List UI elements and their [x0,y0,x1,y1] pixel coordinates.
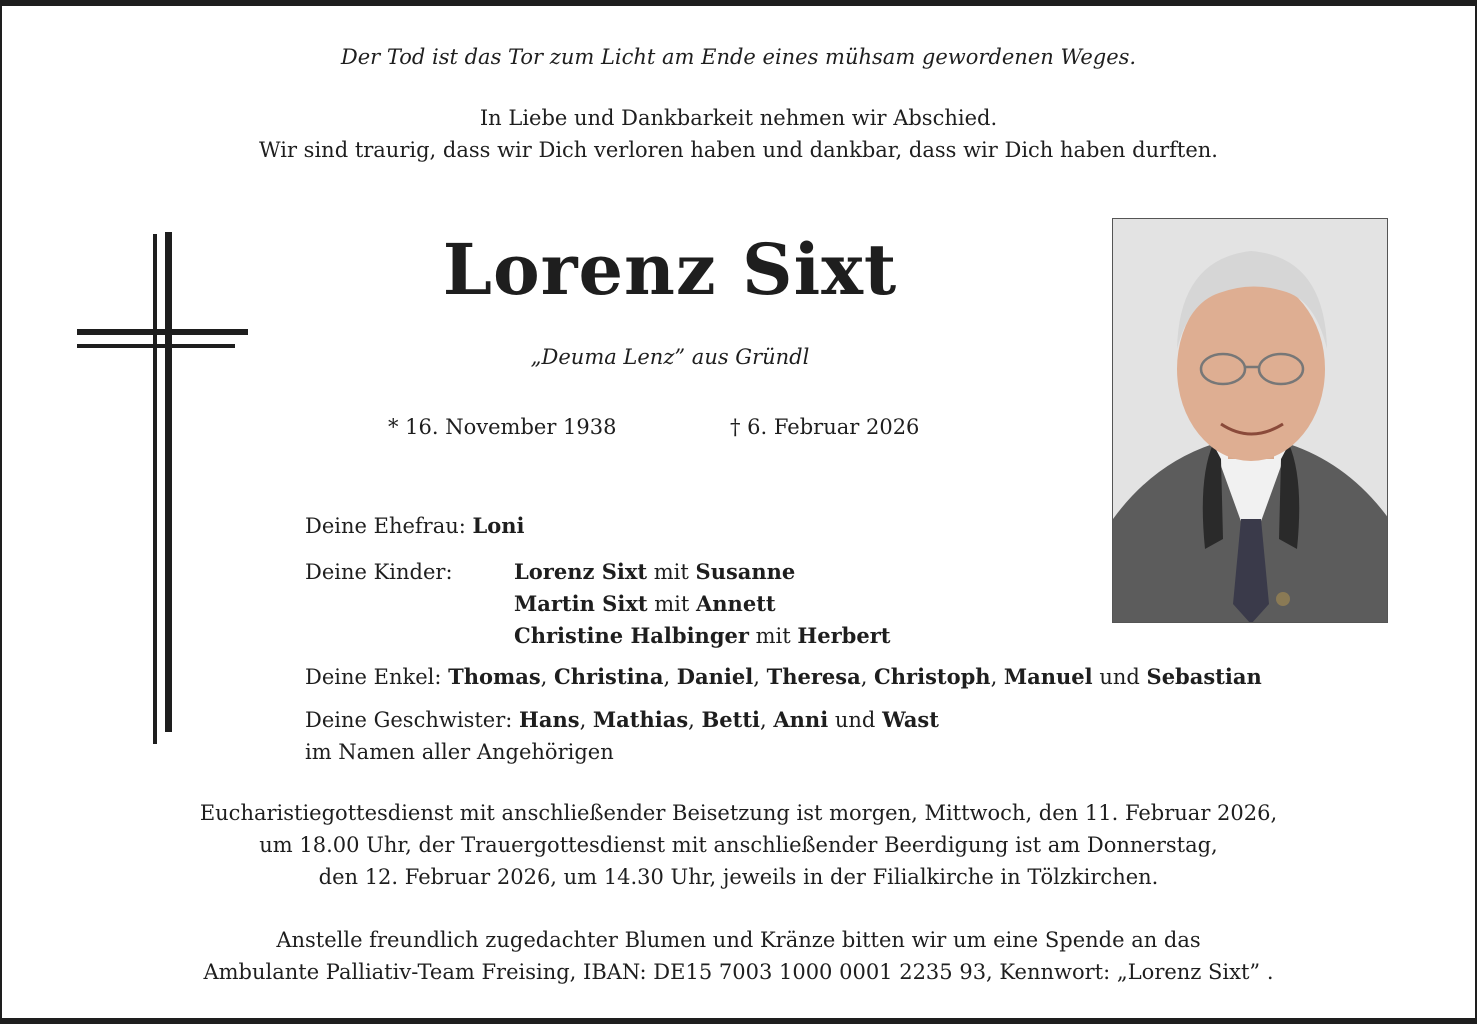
grandchildren-label: Deine Enkel: [305,665,442,689]
deceased-name: Lorenz Sixt [442,228,898,311]
service-line-2: um 18.00 Uhr, der Trauergottesdienst mit anschließender Beerdigung ist am Donnerstag, [259,833,1218,857]
portrait-illustration [1113,219,1388,623]
grandchildren-line: Deine Enkel: Thomas, Christina, Daniel, Theresa, Christoph, Manuel und Sebastian [305,664,1262,689]
motto: Der Tod ist das Tor zum Licht am Ende eines mühsam gewordenen Weges. [340,45,1137,69]
service-info [0,797,1477,893]
child-item: Martin Sixt mit Annett [514,591,776,616]
children-list [514,556,890,652]
donation-line-1: Anstelle freundlich zugedachter Blumen und Kränze bitten wir um eine Spende an das [276,928,1201,952]
children-label: Deine Kinder: [305,560,453,584]
intro-line-2: Wir sind traurig, dass wir Dich verloren haben und dankbar, dass wir Dich haben durften. [259,138,1218,162]
spouse-name: Loni [472,513,525,538]
siblings-line: Deine Geschwister: Hans, Mathias, Betti, Anni und Wast [305,707,939,732]
intro-text [0,102,1477,166]
cross-icon [70,228,260,750]
death-date: † 6. Februar 2026 [730,415,920,439]
service-line-3: den 12. Februar 2026, um 14.30 Uhr, jeweils in der Filialkirche in Tölzkirchen. [318,865,1159,889]
relatives-line: im Namen aller Angehörigen [305,740,614,764]
service-line-1: Eucharistiegottesdienst mit anschließender Beisetzung ist morgen, Mittwoch, den 11. Februar 2026, [199,801,1278,825]
intro-line-1: In Liebe und Dankbarkeit nehmen wir Abschied. [479,106,998,130]
child-item: Christine Halbinger mit Herbert [514,623,891,648]
child-item: Lorenz Sixt mit Susanne [514,559,796,584]
birth-date: * 16. November 1938 [388,415,617,439]
deceased-nickname: „Deuma Lenz” aus Gründl [530,345,810,369]
portrait-photo [1112,218,1388,623]
spouse-line [305,510,525,542]
donation-line-2: Ambulante Palliativ-Team Freising, IBAN: DE15 7003 1000 0001 2235 93, Kennwort: „Lorenz Sixt” . [203,960,1274,984]
donation-info [0,924,1477,988]
siblings-label: Deine Geschwister: [305,708,513,732]
spouse-label: Deine Ehefrau: [305,514,466,538]
